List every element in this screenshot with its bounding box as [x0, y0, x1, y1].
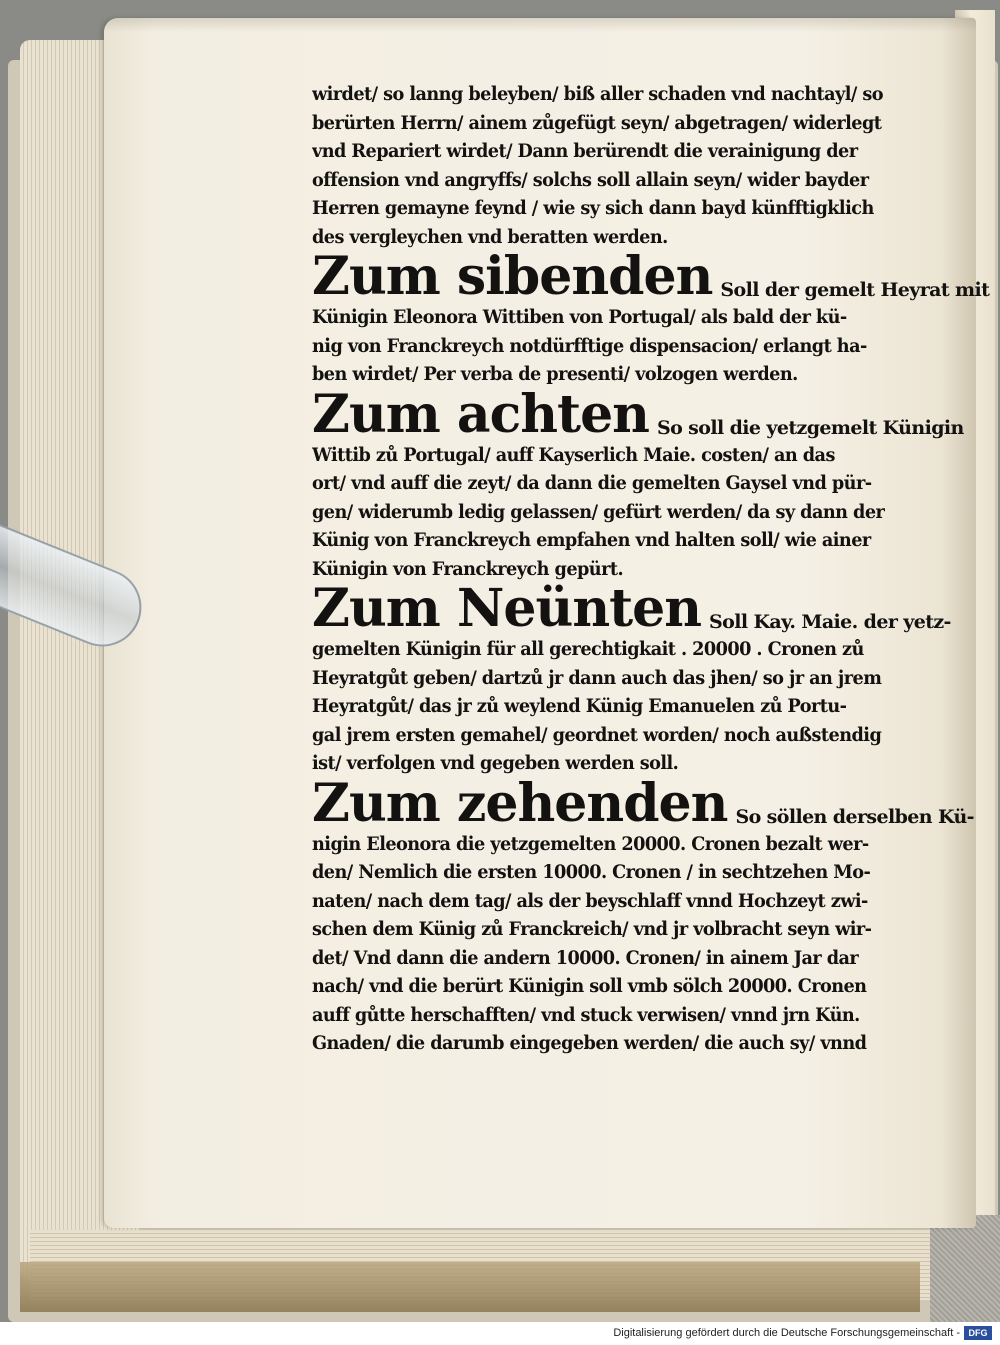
text-line: Herren gemayne feynd / wie sy sich dann bayd künfftigklich — [312, 197, 874, 219]
section-heading — [312, 578, 951, 639]
text-line: offension vnd angryffs/ solchs soll allain seyn/ wider bayder — [312, 168, 869, 191]
text-line: Künigin Eleonora Wittiben von Portugal/ als bald der kü- — [312, 306, 847, 328]
text-line: nig von Franckreych notdürfftige dispensacion/ erlangt ha- — [312, 334, 867, 357]
text-line: det/ Vnd dann die andern 10000. Cronen/ in ainem Jar dar — [312, 946, 859, 969]
text-line: nach/ vnd die berürt Künigin soll vmb sölch 20000. Cronen — [312, 975, 867, 997]
section-heading — [312, 246, 990, 307]
text-line: Gnaden/ die darumb eingegeben werden/ die auch sy/ vnnd — [312, 1032, 867, 1054]
section-heading — [312, 383, 964, 445]
dfg-logo-icon: DFG — [964, 1326, 992, 1340]
text-line: Heyratgůt/ das jr zů weylend Künig Emanuelen zů Portu- — [312, 695, 847, 717]
heading-title: Zum zehenden — [312, 772, 728, 834]
heading-tail-text: Soll der gemelt Heyrat mit — [720, 279, 990, 301]
cloth-binding — [930, 1215, 1000, 1322]
text-line: den/ Nemlich die ersten 10000. Cronen / in sechtzehen Mo- — [312, 861, 871, 883]
heading-tail-text: So söllen derselben Kü- — [735, 805, 974, 828]
text-line: Künigin von Franckreych gepürt. — [312, 557, 624, 580]
text-line: wirdet/ so lanng beleyben/ biß aller schaden vnd nachtayl/ so — [312, 83, 883, 105]
text-line: gen/ widerumb ledig gelassen/ gefürt werden/ da sy dann der — [312, 500, 885, 523]
page-text — [312, 80, 990, 1058]
text-line: Künig von Franckreych empfahen vnd halten soll/ wie ainer — [312, 529, 871, 551]
heading-title: Zum achten — [312, 383, 649, 445]
spine-strip — [20, 1262, 920, 1312]
heading-title: Zum sibenden — [312, 246, 713, 307]
text-line: ort/ vnd auff die zeyt/ da dann die gemelten Gaysel vnd pür- — [312, 472, 872, 494]
text-line: vnd Repariert wirdet/ Dann berürendt die verainigung der — [312, 140, 858, 162]
text-line: gal jrem ersten gemahel/ geordnet worden/ noch außstendig — [312, 723, 882, 746]
text-line: schen dem Künig zů Franckreich/ vnd jr volbracht seyn wir- — [312, 918, 872, 940]
text-line: nigin Eleonora die yetzgemelten 20000. Cronen bezalt wer- — [312, 832, 869, 855]
footer-bar — [0, 1322, 1000, 1345]
text-line: Wittib zů Portugal/ auff Kayserlich Maie. costen/ an das — [312, 443, 835, 466]
text-line: berürten Herrn/ ainem zůgefügt seyn/ abgetragen/ widerlegt — [312, 111, 882, 134]
section-heading — [312, 772, 974, 834]
heading-tail-text: So soll die yetzgemelt Künigin — [656, 416, 964, 439]
text-line: des vergleychen vnd beratten werden. — [312, 225, 668, 248]
funding-credit: Digitalisierung gefördert durch die Deutsche Forschungsgemeinschaft - — [613, 1327, 960, 1339]
text-line: ben wirdet/ Per verba de presenti/ volzogen werden. — [312, 363, 798, 385]
text-line: Heyratgůt geben/ dartzů jr dann auch das jhen/ so jr an jrem — [312, 666, 882, 689]
heading-title: Zum Neünten — [312, 578, 702, 639]
text-line: ist/ verfolgen vnd gegeben werden soll. — [312, 752, 679, 774]
text-line: gemelten Künigin für all gerechtigkait . 20000 . Cronen zů — [312, 638, 864, 660]
text-line: auff gůtte herschafften/ vnd stuck verwisen/ vnnd jrn Kün. — [312, 1003, 860, 1026]
text-line: naten/ nach dem tag/ als der beyschlaff vnnd Hochzeyt zwi- — [312, 889, 868, 912]
heading-tail-text: Soll Kay. Maie. der yetz- — [709, 611, 951, 633]
page-top-shadow — [104, 18, 976, 32]
